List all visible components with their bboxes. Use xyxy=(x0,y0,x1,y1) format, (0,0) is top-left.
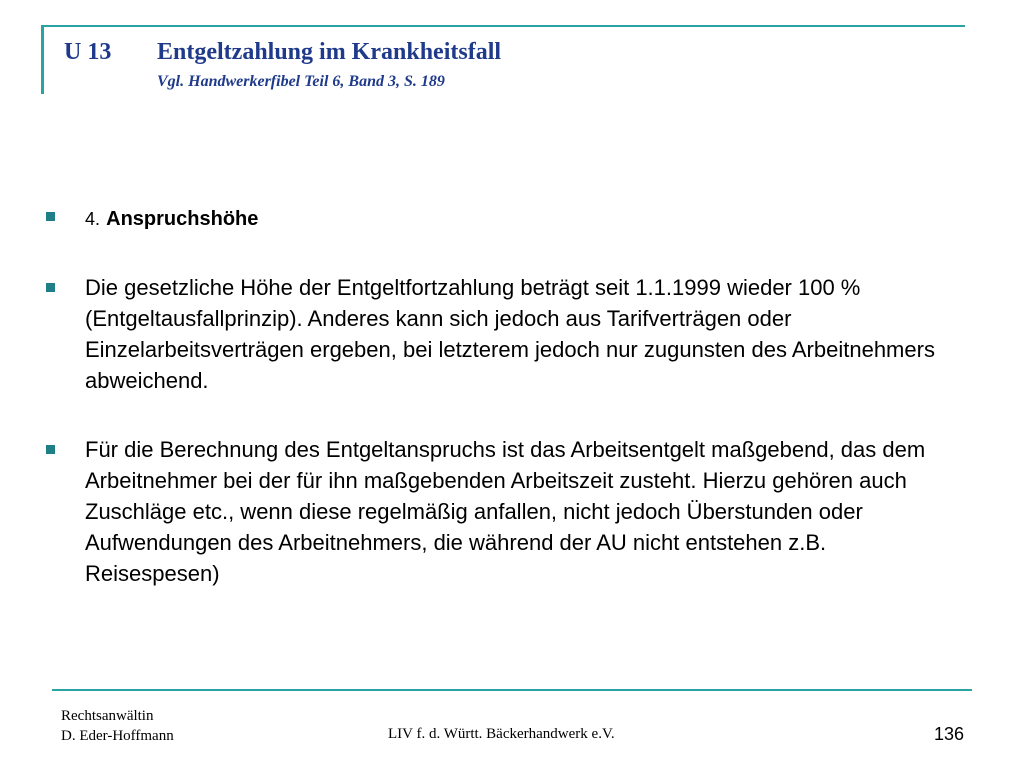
author-title: Rechtsanwältin xyxy=(61,708,154,724)
bullet-item xyxy=(46,434,966,589)
left-rule xyxy=(41,25,44,94)
square-bullet-icon xyxy=(46,283,55,292)
bullet-item xyxy=(46,272,966,396)
square-bullet-icon xyxy=(46,212,55,221)
top-rule xyxy=(41,25,965,27)
section-number: 4. xyxy=(85,209,101,229)
author-name: D. Eder-Hoffmann xyxy=(61,728,174,744)
section-heading: Anspruchshöhe xyxy=(106,208,259,230)
footer-author xyxy=(61,706,174,746)
bullet-list xyxy=(46,202,966,627)
bullet-item-heading xyxy=(46,202,966,235)
footer-organization: LIV f. d. Württ. Bäckerhandwerk e.V. xyxy=(388,726,615,742)
title-number: U 13 xyxy=(64,39,112,65)
title-text: Entgeltzahlung im Krankheitsfall xyxy=(157,39,502,65)
slide-title xyxy=(64,39,501,66)
slide-subtitle: Vgl. Handwerkerfibel Teil 6, Band 3, S. 189 xyxy=(157,73,445,90)
bottom-rule xyxy=(52,689,972,691)
bullet-text: Die gesetzliche Höhe der Entgeltfortzahlung beträgt seit 1.1.1999 wieder 100 % (Entgeltausfallprinzip). Anderes kann sich jedoch aus Tarifverträgen oder Einzelarbeitsverträgen ergeben, bei letzterem jedoch nur zugunsten des Arbeitnehmers abweichend. xyxy=(85,275,935,393)
page-number: 136 xyxy=(933,724,964,744)
bullet-text: Für die Berechnung des Entgeltanspruchs ist das Arbeitsentgelt maßgebend, das dem Arbeitnehmer bei der für ihn maßgebenden Arbeitszeit zusteht. Hierzu gehören auch Zuschläge etc., wenn diese regelmäßig anfallen, nicht jedoch Überstunden oder Aufwendungen des Arbeitnehmers, die während der AU nicht entstehen z.B. Reisespesen) xyxy=(85,437,926,586)
square-bullet-icon xyxy=(46,445,55,454)
